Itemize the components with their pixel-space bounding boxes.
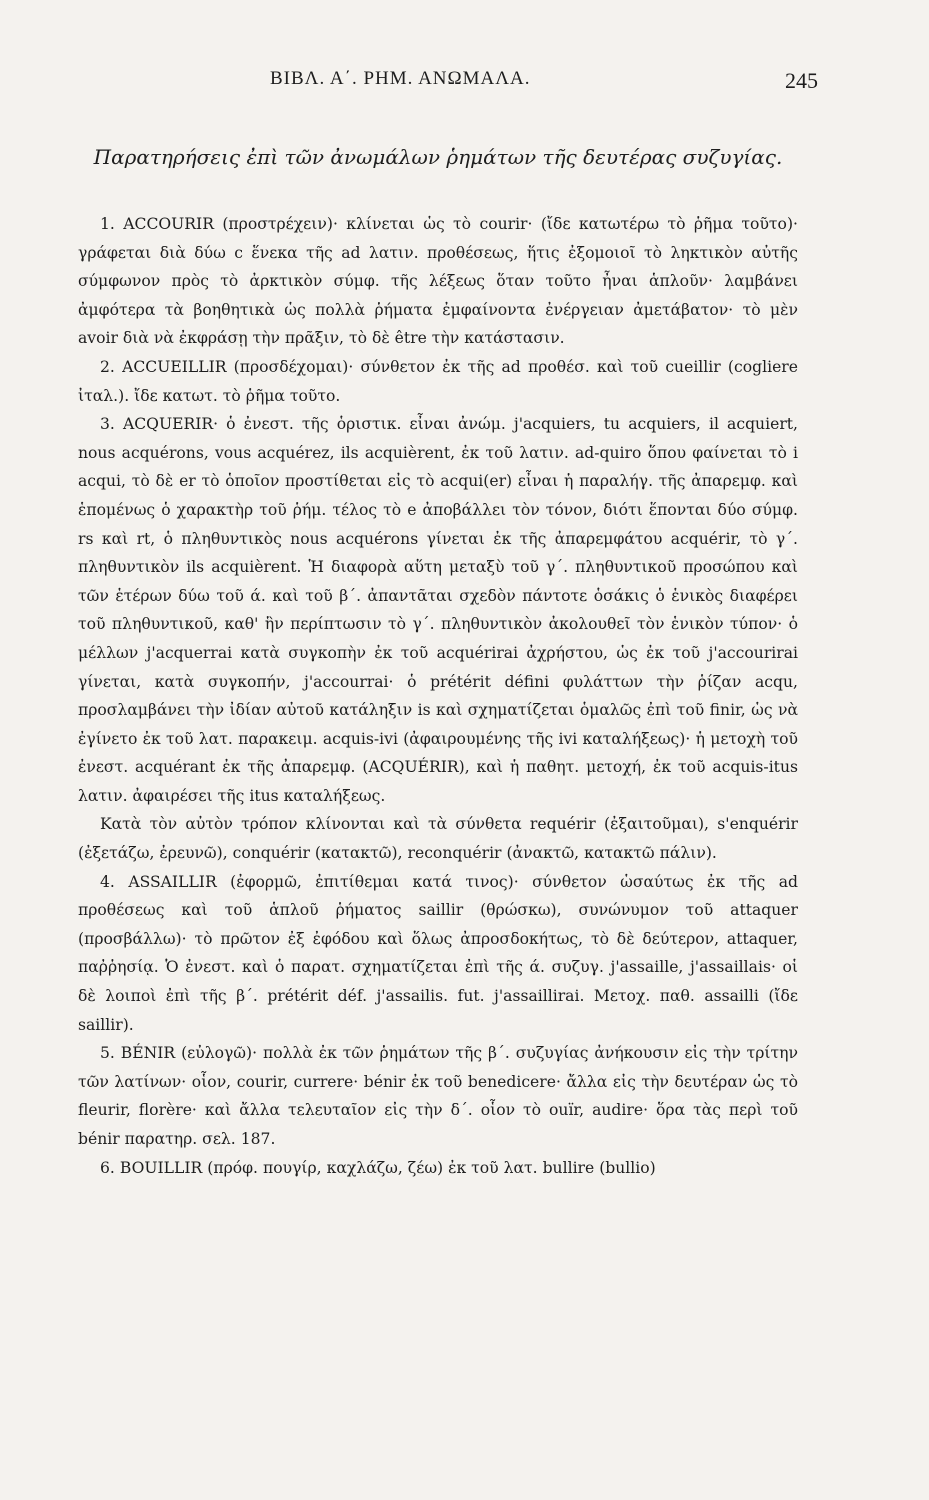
page-number: 245 [785,68,818,93]
paragraph-compounds: Κατὰ τὸν αὐτὸν τρόπον κλίνονται καὶ τὰ σύνθετα requérir (ἐξαιτοῦμαι), s'enquérir (ἐξετάζω, ἐρευνῶ), conquérir (κατακτῶ), reconquérir (ἀνακτῶ, κατακτῶ πάλιν). [78,815,798,863]
entry-bouillir: 6. BOUILLIR (πρόφ. πουγίρ, καχλάζω, ζέω) ἐκ τοῦ λατ. bullire (bullio) [100,1158,656,1177]
body-text [78,210,798,1182]
section-title: Παρατηρήσεις ἐπὶ τῶν ἀνωμάλων ῥημάτων τῆς δευτέρας συζυγίας. [93,145,783,169]
entry-acquerir: 3. ACQUERIR· ὁ ἐνεστ. τῆς ὁριστικ. εἶναι ἀνώμ. j'acquiers, tu acquiers, il acquiert, nous acquérons, vous acquérez, ils acquièrent, ἐκ τοῦ λατιν. ad-quiro ὅπου φαίνεται τὸ i acqui, τὸ δὲ er τὸ ὁποῖον προστίθεται εἰς τὸ acqui(er) εἶναι ἡ παραλήγ. τῆς ἀπαρεμφ. καὶ ἑπομένως ὁ χαρακτὴρ τοῦ ῥήμ. τέλος τὸ e ἀποβάλλει τὸν τόνον, διότι ἕπονται δύο σύμφ. rs καὶ rt, ὁ πληθυντικὸς nous acquérons γίνεται ἐκ τῆς ἀπαρεμφάτου acquérir, τὸ γ΄. πληθυντικὸν ils acquièrent. Ἡ διαφορὰ αὕτη μεταξὺ τοῦ γ΄. πληθυντικοῦ προσώπου καὶ τῶν ἑτέρων δύω τοῦ ά. καὶ τοῦ β΄. ἀπαντᾶται σχεδὸν πάντοτε ὁσάκις ὁ ἑνικὸς διαφέρει τοῦ πληθυντικοῦ, καθ' ἣν περίπτωσιν τὸ γ΄. πληθυντικὸν ἀκολουθεῖ τὸν ἑνικὸν τύπον· ὁ μέλλων j'acquerrai κατὰ συγκοπὴν ἐκ τοῦ acquérirai ἀχρήστου, ὡς ἐκ τοῦ j'accourirai γίνεται, κατὰ συγκοπήν, j'accourrai· ὁ prétérit défini φυλάττων τὴν ῥίζαν acqu, προσλαμβάνει τὴν ἰδίαν αὐτοῦ κατάληξιν is καὶ σχηματίζεται ὁμαλῶς ἐπὶ τοῦ finir, ὡς νὰ ἐγίνετο ἐκ τοῦ λατ. παρακειμ. acquis-ivi (ἀφαιρουμένης τῆς ivi καταλήξεως)· ἡ μετοχὴ τοῦ ἐνεστ. acquérant ἐκ τῆς ἀπαρεμφ. (ACQUÉRIR), καὶ ἡ παθητ. μετοχή, ἐκ τοῦ acquis-itus λατιν. ἀφαιρέσει τῆς itus καταλήξεως. [78,415,798,805]
entry-accourir: 1. ACCOURIR (προστρέχειν)· κλίνεται ὡς τὸ courir· (ἴδε κατωτέρω τὸ ῥῆμα τοῦτο)· γράφεται διὰ δύω c ἕνεκα τῆς ad λατιν. προθέσεως, ἥτις ἐξομοιοῖ τὸ ληκτικὸν αὐτῆς σύμφωνον πρὸς τὸ ἀρκτικὸν σύμφ. τῆς λέξεως ὅταν τοῦτο ἦναι ἁπλοῦν· λαμβάνει ἀμφότερα τὰ βοηθητικὰ ὡς πολλὰ ῥήματα ἐμφαίνοντα ἐνέργειαν ἀμετάβατον· τὸ μὲν avoir διὰ νὰ ἐκφράσῃ τὴν πρᾶξιν, τὸ δὲ être τὴν κατάστασιν. [78,215,798,348]
running-title: ΒΙΒΛ. Α΄. ΡΗΜ. ΑΝΩΜΑΛΑ. [270,68,531,89]
running-head [80,68,818,102]
entry-assaillir: 4. ASSAILLIR (ἐφορμῶ, ἐπιτίθεμαι κατά τινος)· σύνθετον ὡσαύτως ἐκ τῆς ad προθέσεως καὶ τοῦ ἁπλοῦ ῥήματος saillir (θρώσκω), συνώνυμον τοῦ attaquer (προσβάλλω)· τὸ πρῶτον ἐξ ἐφόδου καὶ ὅλως ἀπροσδοκήτως, τὸ δὲ δεύτερον, attaquer, παῤῥησίᾳ. Ὁ ἐνεστ. καὶ ὁ παρατ. σχηματίζεται ἐπὶ τῆς ά. συζυγ. j'assaille, j'assaillais· οἱ δὲ λοιποὶ ἐπὶ τῆς β΄. prétérit déf. j'assailis. fut. j'assaillirai. Μετοχ. παθ. assailli (ἴδε saillir). [78,872,798,1034]
entry-benir: 5. BÉNIR (εὐλογῶ)· πολλὰ ἐκ τῶν ῥημάτων τῆς β΄. συζυγίας ἀνήκουσιν εἰς τὴν τρίτην τῶν λατίνων· οἷον, courir, currere· bénir ἐκ τοῦ benedicere· ἄλλα εἰς τὴν δευτέραν ὡς τὸ fleurir, florère· καὶ ἄλλα τελευταῖον εἰς τὴν δ΄. οἷον τὸ ouïr, audire· ὅρα τὰς περὶ τοῦ bénir παρατηρ. σελ. 187. [78,1044,798,1148]
entry-accueillir: 2. ACCUEILLIR (προσδέχομαι)· σύνθετον ἐκ τῆς ad προθέσ. καὶ τοῦ cueillir (cogliere ἰταλ.). ἴδε κατωτ. τὸ ῥῆμα τοῦτο. [78,357,798,405]
